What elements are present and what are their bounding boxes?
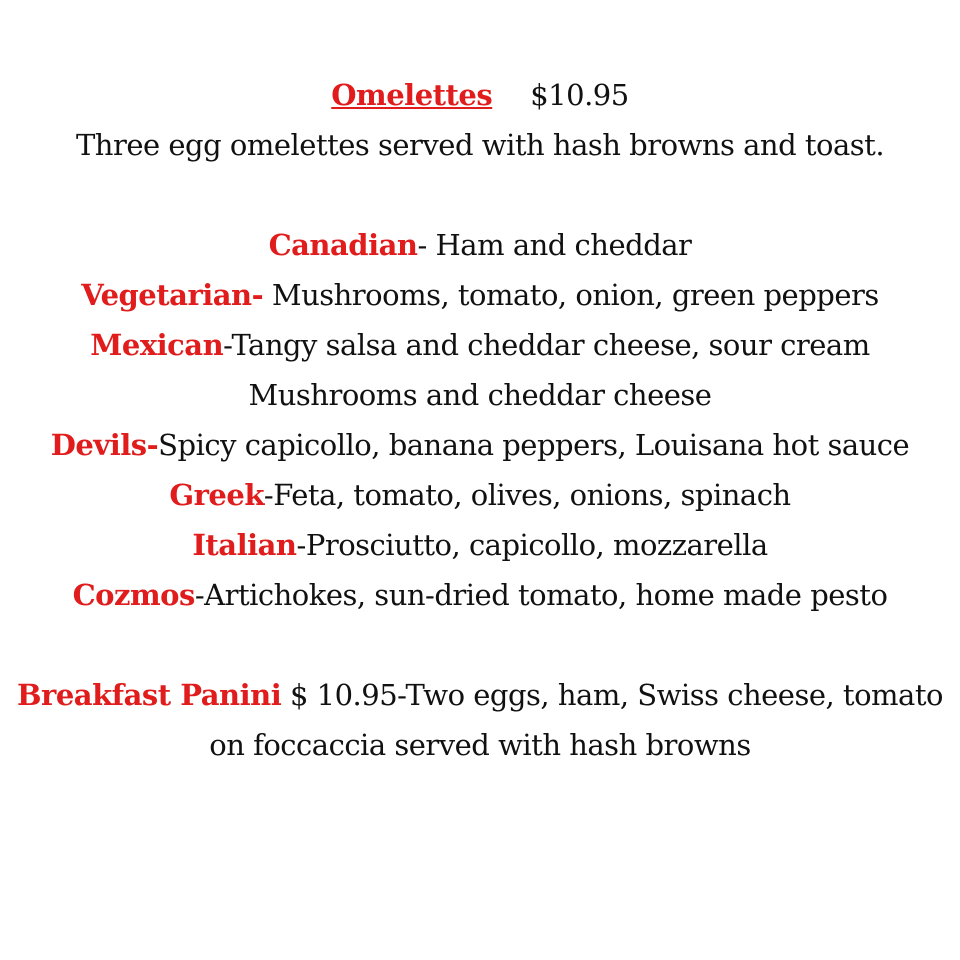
item-description: Feta, tomato, olives, onions, spinach (273, 478, 791, 512)
item-name: Vegetarian- (81, 278, 264, 312)
menu-item-canadian (0, 220, 960, 270)
item-name: Devils- (50, 428, 159, 462)
menu-item-breakfast-panini (0, 670, 960, 720)
item-description: Tangy salsa and cheddar cheese, sour cream (231, 328, 870, 362)
item-name: Mexican (90, 328, 224, 362)
item-description: Spicy capicollo, banana peppers, Louisana hot sauce (158, 428, 910, 462)
menu-page (0, 70, 960, 770)
panini-description-line-1: $ 10.95-Two eggs, ham, Swiss cheese, tomato (281, 678, 943, 712)
item-description: Artichokes, sun-dried tomato, home made pesto (204, 578, 888, 612)
item-separator: - (296, 528, 306, 562)
menu-item-italian (0, 520, 960, 570)
menu-item-vegetarian (0, 270, 960, 320)
item-name: Italian (192, 528, 297, 562)
item-description: Mushrooms and cheddar cheese (248, 378, 712, 412)
menu-item-greek (0, 470, 960, 520)
section-price: $10.95 (530, 78, 629, 112)
item-separator: - (223, 328, 232, 362)
menu-item-cozmos (0, 570, 960, 620)
panini-description-line-2: on foccaccia served with hash browns (209, 728, 751, 762)
item-name: Canadian (268, 228, 418, 262)
section-title: Omelettes (331, 78, 493, 112)
menu-item-mushroom (0, 370, 960, 420)
item-separator: - (263, 478, 274, 512)
section-description: Three egg omelettes served with hash browns and toast. (75, 128, 885, 162)
spacer (0, 620, 960, 670)
item-name: Greek (169, 478, 264, 512)
item-description: Ham and cheddar (435, 228, 692, 262)
item-name: Cozmos (72, 578, 195, 612)
item-separator (263, 278, 272, 312)
item-separator: - (194, 578, 205, 612)
item-description: Prosciutto, capicollo, mozzarella (305, 528, 768, 562)
menu-item-devils (0, 420, 960, 470)
spacer (0, 170, 960, 220)
item-description: Mushrooms, tomato, onion, green peppers (271, 278, 879, 312)
item-separator: - (417, 228, 436, 262)
section-header (0, 70, 960, 120)
menu-item-mexican (0, 320, 960, 370)
panini-name: Breakfast Panini (17, 678, 282, 712)
